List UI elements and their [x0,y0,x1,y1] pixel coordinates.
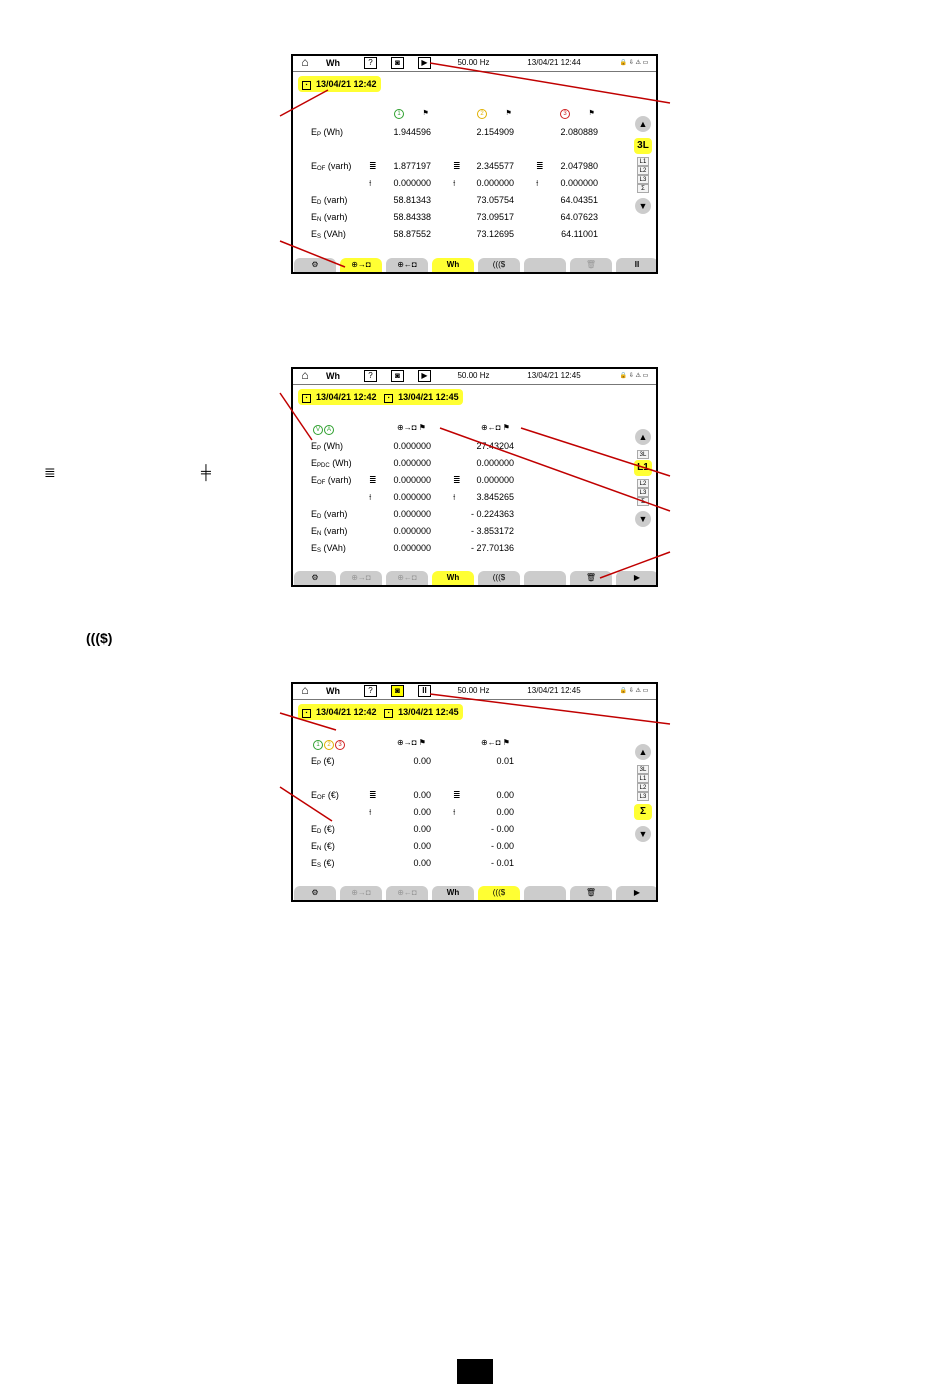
scroll-down-icon[interactable]: ▼ [635,826,651,842]
value-cell: 0.00 [413,841,431,851]
row-label: $E_{OF}$ (varh) [311,161,352,172]
wh-mode-label: Wh [326,58,340,68]
value-cell: 73.12695 [476,229,514,239]
row-label: $E_{OF}$ (€) [311,790,339,801]
scroll-up-icon[interactable]: ▲ [635,116,651,132]
phase-2-circle: 2 [324,740,334,750]
phase-1-header [394,106,429,118]
value-cell: 0.000000 [393,543,431,553]
row-label: $E_P$ (Wh) [311,127,344,138]
current-circle: A [324,425,334,435]
col-produced-header: ⊕←◘ ⚑ [481,738,510,747]
side-l3[interactable]: L3 [637,792,649,801]
reactive-symbol: ⟊ [536,178,539,188]
cost-button[interactable]: ((($ [478,886,520,900]
value-cell: 0.01 [496,756,514,766]
col-produced-header: ⊕←◘ ⚑ [481,423,510,432]
value-cell: 0.000000 [393,458,431,468]
empty-button [524,886,566,900]
play-icon[interactable]: ▶ [418,370,431,382]
phase-3-circle: 3 [560,109,570,119]
reactive-symbol: ≣ [453,475,461,485]
bottom-bar [293,884,656,900]
cost-button[interactable]: ((($ [478,571,520,585]
frequency-readout: 50.00 Hz [457,371,490,380]
timer-icon: ▪ [302,709,311,718]
value-cell: - 0.00 [490,841,514,851]
frequency-readout: 50.00 Hz [457,686,490,695]
col-consumed-header: ⊕→◘ ⚑ [397,423,426,432]
wh-button[interactable]: Wh [432,886,474,900]
wh-mode-label: Wh [326,371,340,381]
value-cell: 0.000000 [393,441,431,451]
home-icon[interactable]: ⌂ [301,368,309,382]
date-range-banner [298,389,463,405]
phase-2-circle: 2 [477,109,487,119]
timer-icon: ▪ [302,394,311,403]
value-cell: - 0.224363 [470,509,514,519]
value-cell: 1.877197 [393,161,431,171]
help-icon[interactable]: ? [364,370,377,382]
stop-metering-button[interactable]: ⊕←◘ [386,886,428,900]
start-metering-button[interactable]: ⊕→◘ [340,258,382,272]
play-button[interactable]: ▶ [616,571,658,585]
trash-icon[interactable]: 🗑 [570,571,612,585]
camera-icon[interactable]: ◙ [391,370,404,382]
start-date-banner [298,76,381,92]
value-cell: 73.09517 [476,212,514,222]
value-cell: 0.000000 [560,178,598,188]
value-cell: 0.00 [496,807,514,817]
value-cell: 0.000000 [393,526,431,536]
top-bar [293,684,656,700]
value-cell: 2.154909 [476,127,514,137]
screen-energy-source [291,367,658,587]
empty-button [524,258,566,272]
value-cell: 73.05754 [476,195,514,205]
reactive-symbol: ≣ [453,790,461,800]
play-icon[interactable]: ▶ [418,57,431,69]
trash-icon[interactable]: 🗑 [570,886,612,900]
va-header [313,422,334,434]
row-label: $E_P$ (€) [311,756,335,767]
side-l2[interactable]: L2 [637,783,649,792]
start-metering-button[interactable]: ⊕→◘ [340,886,382,900]
side-l2[interactable]: L2 [637,479,649,488]
side-l3[interactable]: L3 [637,488,649,497]
reactive-symbol: ⟊ [453,178,456,188]
top-bar [293,369,656,385]
end-date: 13/04/21 12:45 [398,392,459,402]
stop-metering-button[interactable]: ⊕←◘ [386,258,428,272]
home-icon[interactable]: ⌂ [301,55,309,69]
cost-button[interactable]: ((($ [478,258,520,272]
timer-icon: ▪ [384,394,393,403]
value-cell: 64.04351 [560,195,598,205]
trash-icon[interactable]: 🗑 [570,258,612,272]
value-cell: 0.00 [413,807,431,817]
row-label: $E_S$ (VAh) [311,229,346,240]
empty-button [524,571,566,585]
value-cell: 0.000000 [393,475,431,485]
help-icon[interactable]: ? [364,57,377,69]
inductive-symbol: ≣ [44,464,56,480]
flag-icon: ⚑ [588,110,595,117]
flag-icon: ⚑ [422,110,429,117]
scroll-up-icon[interactable]: ▲ [635,744,651,760]
value-cell: 0.000000 [393,178,431,188]
value-cell: 0.00 [413,790,431,800]
page-number-box [457,1359,493,1384]
frequency-readout: 50.00 Hz [457,58,490,67]
value-cell: - 0.00 [490,824,514,834]
value-cell: 0.000000 [393,509,431,519]
side-sum[interactable]: Σ [637,184,649,193]
value-cell: 64.11001 [561,229,598,239]
value-cell: 0.000000 [476,178,514,188]
reactive-symbol: ⟊ [369,492,372,502]
row-label: $E_N$ (€) [311,841,335,852]
phase-1-circle: 1 [313,740,323,750]
col-consumed-header: ⊕→◘ ⚑ [397,738,426,747]
value-cell: 0.00 [413,858,431,868]
value-cell: 0.000000 [476,458,514,468]
scroll-up-icon[interactable]: ▲ [635,429,651,445]
value-cell: 0.00 [413,824,431,834]
wh-button[interactable]: Wh [432,258,474,272]
value-cell: 2.080889 [560,127,598,137]
value-cell: - 3.853172 [470,526,514,536]
phase-1-circle: 1 [394,109,404,119]
top-bar [293,56,656,72]
start-metering-button[interactable]: ⊕→◘ [340,571,382,585]
row-label: $E_P$ (Wh) [311,441,344,452]
reactive-symbol: ⟊ [453,492,456,502]
phase-3-circle: 3 [335,740,345,750]
voltage-circle: V [313,425,323,435]
datetime-readout: 13/04/21 12:45 [527,686,581,695]
reactive-symbol: ≣ [536,161,544,171]
value-cell: 58.81343 [393,195,431,205]
reactive-symbol: ≣ [369,475,377,485]
side-l2[interactable]: L2 [637,166,649,175]
datetime-readout: 13/04/21 12:45 [527,371,581,380]
phase-3-header [560,106,595,118]
scroll-down-icon[interactable]: ▼ [635,198,651,214]
datetime-readout: 13/04/21 12:44 [527,58,581,67]
reactive-symbol: ≣ [369,161,377,171]
screen-energy-cost [291,682,658,902]
value-cell: 64.07623 [560,212,598,222]
row-label: $E_N$ (varh) [311,212,348,223]
reactive-symbol: ⟊ [453,807,456,817]
value-cell: 0.00 [413,756,431,766]
side-3l[interactable]: 3L [637,765,649,774]
row-label: $E_{PDC}$ (Wh) [311,458,352,469]
scroll-down-icon[interactable]: ▼ [635,511,651,527]
value-cell: 0.000000 [476,475,514,485]
side-3l[interactable]: 3L [634,138,652,154]
value-cell: 58.87552 [393,229,431,239]
play-button[interactable]: ▶ [616,886,658,900]
bottom-bar [293,569,656,585]
row-label: $E_N$ (varh) [311,526,348,537]
side-sum[interactable]: Σ [637,497,649,506]
bottom-bar [293,256,656,272]
row-label: $E_S$ (VAh) [311,543,346,554]
cost-icon: ((($) [86,630,113,646]
value-cell: 3.845265 [476,492,514,502]
row-label: $E_S$ (€) [311,858,335,869]
row-label: $E_D$ (varh) [311,509,348,520]
home-icon[interactable]: ⌂ [301,683,309,697]
value-cell: 58.84338 [393,212,431,222]
settings-icon[interactable]: ⚙ [294,258,336,272]
value-cell: 27.43204 [476,441,514,451]
side-l1[interactable]: L1 [634,460,652,476]
camera-icon[interactable]: ◙ [391,685,404,697]
row-label: $E_D$ (€) [311,824,335,835]
reactive-symbol: ≣ [369,790,377,800]
phases-header [313,737,345,749]
value-cell: 2.047980 [560,161,598,171]
timer-icon: ▪ [384,709,393,718]
value-cell: 2.345577 [476,161,514,171]
wh-mode-label: Wh [326,686,340,696]
side-l1[interactable]: L1 [637,774,649,783]
start-date: 13/04/21 12:42 [316,707,377,717]
timer-icon: ▪ [302,81,311,90]
reactive-symbol: ≣ [453,161,461,171]
pause-icon[interactable]: II [418,685,431,697]
side-3l[interactable]: 3L [637,450,649,459]
side-l1[interactable]: L1 [637,157,649,166]
side-sum[interactable]: Σ [634,804,652,820]
flag-icon: ⚑ [505,110,512,117]
value-cell: 1.944596 [393,127,431,137]
date-range-banner [298,704,463,720]
value-cell: 0.00 [496,790,514,800]
start-date: 13/04/21 12:42 [316,392,377,402]
pause-button[interactable]: II [616,258,658,272]
value-cell: - 27.70136 [470,543,514,553]
end-date: 13/04/21 12:45 [398,707,459,717]
wh-button[interactable]: Wh [432,571,474,585]
value-cell: - 0.01 [490,858,514,868]
settings-icon[interactable]: ⚙ [294,886,336,900]
row-label: $E_{OF}$ (varh) [311,475,352,486]
side-l3[interactable]: L3 [637,175,649,184]
row-label: $E_D$ (varh) [311,195,348,206]
reactive-symbol: ⟊ [369,178,372,188]
reactive-symbol: ⟊ [369,807,372,817]
status-icons: 🔒 ⇩ ⚠ ▭ [619,60,649,66]
status-icons: 🔒 ⇩ ⚠ ▭ [619,373,649,379]
start-date: 13/04/21 12:42 [316,79,377,89]
settings-icon[interactable]: ⚙ [294,571,336,585]
stop-metering-button[interactable]: ⊕←◘ [386,571,428,585]
status-icons: 🔒 ⇩ ⚠ ▭ [619,688,649,694]
camera-icon[interactable]: ◙ [391,57,404,69]
screen-energy-load [291,54,658,274]
help-icon[interactable]: ? [364,685,377,697]
value-cell: 0.000000 [393,492,431,502]
capacitive-symbol: ╪ [201,464,211,480]
phase-2-header [477,106,512,118]
